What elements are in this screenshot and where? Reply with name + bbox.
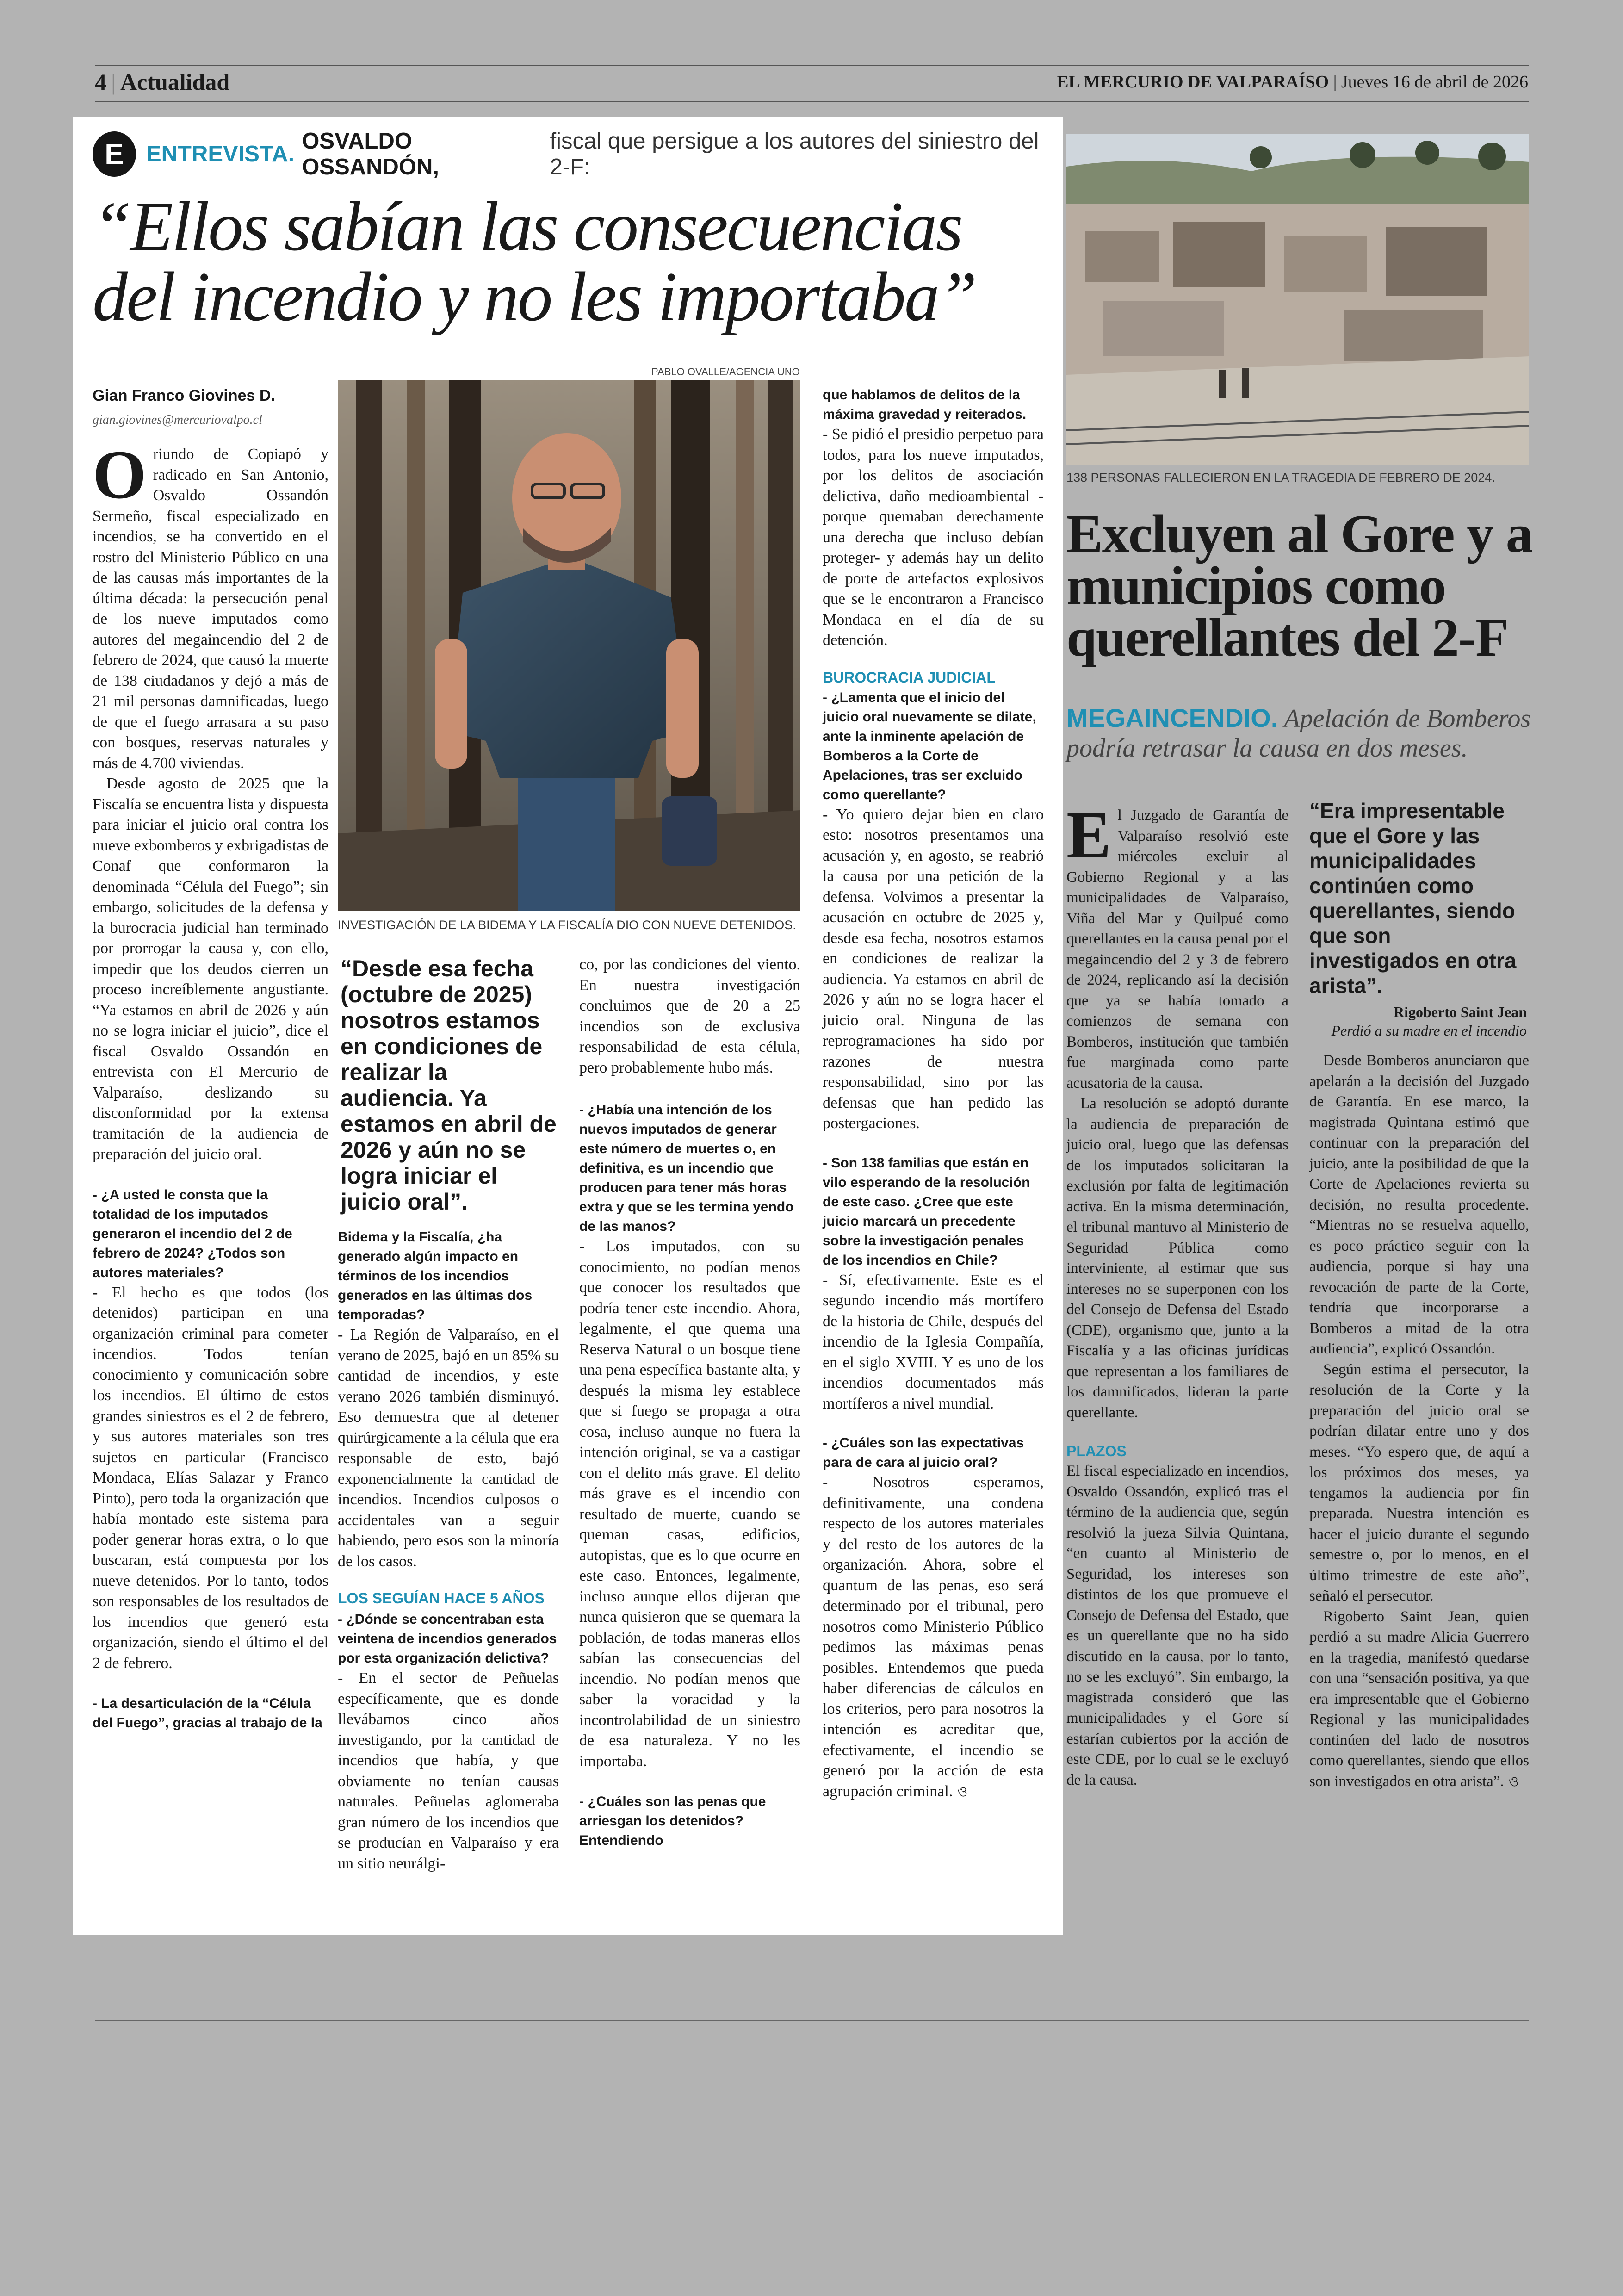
dropcap-letter: O [93, 436, 147, 513]
header-rule-top [95, 65, 1529, 66]
issue-date: Jueves 16 de abril de 2026 [1341, 72, 1528, 92]
answer-8-text: - Nosotros esperamos, definitivamente, una condena respecto de los autores materiales y del resto de los autores de la organización. Ahora, sobre el quantum de las penas, eso será determinado por el tribunal, pero nosotros como Ministerio Público pedimos las máximas penas posibles. Entendemos que pueda haber diferencias de cálculos en los criterios, pero para nosotros la intención es acreditar que, efectivamente, el incendio se generó por la acción de esta agrupación criminal. [823, 1474, 1044, 1800]
side-paragraph-3: El fiscal especializado en incendios, Osvaldo Ossandón, explicó tras el término de la audiencia que, según resolvió la jueza Silvia Quintana, “en cuanto al Ministerio de Seguridad, los intereses son distintos de los que promueve el Consejo de Defensa del Estado, que es un querellante que no ha sido discutido en la causa, por lo tanto, no se les excluyó”. Sin embargo, la magistrada consideró que las municipalidades y el Gore sí estarían cubiertos por la acción de este CDE, por lo cual se le excluyó de la causa. [1066, 1463, 1288, 1788]
article-kicker [93, 129, 1063, 180]
intro-text: riundo de Copiapó y radicado en San Antonio, Osvaldo Ossandón Sermeño, fiscal especializado en incendios, se ha convertido en el rostro del Ministerio Público en una de las causas más importantes de la última década: la persecución penal de los nueve imputados como autores del megaincendio del 2 de febrero de 2024, que causó la muerte de 138 ciudadanos y dejó a más de 21 mil personas damnificadas, luego de que el fuego arrasara a su paso con bosques, reservas naturales y más de 4.700 viviendas. [93, 446, 328, 772]
question-4: - ¿Había una intención de los nuevos imputados de generar este número de muertes o, en definitiva, es un incendio que producen para tener más horas extra y que se les termina yendo de las manos? [579, 1102, 794, 1234]
question-6: - ¿Lamenta que el inicio del juicio oral nuevamente se dilate, ante la inminente apelación de Bomberos a la Corte de Apelaciones, tras ser excluido como querellante? [823, 689, 1036, 802]
page-header-left [95, 68, 229, 95]
photo-credit: PABLO OVALLE/AGENCIA UNO [651, 366, 800, 378]
page-number: 4 [95, 69, 106, 95]
newspaper-name: EL MERCURIO DE VALPARAÍSO [1057, 72, 1329, 92]
answer-2: - La Región de Valparaíso, en el verano de 2025, bajó en un 85% su cantidad de incendios, y este verano 2026 también disminuyó. Eso demuestra que al detener quirúrgicamente a la célula que era responsable de esto, bajó exponencialmente la cantidad de incendios. Incendios culposos o accidentales van a seguir habiendo, pero esos son la minoría de los casos. [338, 1326, 559, 1570]
answer-6: - Yo quiero dejar bien en claro esto: nosotros presentamos una acusación y, en agosto, se reabrió la causa por una petición de la defensa. Volvimos a presentar la acusación en octubre de 2025 y, desde esa fecha, nosotros estamos en condiciones de realizar la audiencia. Ya estamos en abril de 2026 y aún no se logra hacer el juicio oral. Ninguna de las reprogramaciones ha sido por razones de nuestra responsabilidad, sino por las defensas que han pedido las postergaciones. [823, 806, 1044, 1132]
answer-7: - Sí, efectivamente. Este es el segundo incendio más mortífero de la historia de Chile, después del incendio de la Iglesia Compañía, en el siglo XVIII. Y es uno de los incendios documentados más mortíferos a nivel mundial. [823, 1271, 1044, 1412]
subhead-seguian: LOS SEGUÍAN HACE 5 AÑOS [338, 1590, 545, 1607]
page-header-right [1057, 72, 1528, 92]
author-name: Gian Franco Giovines D. [93, 387, 275, 404]
side-pull-quote [1309, 798, 1527, 1040]
answer-4: - Los imputados, con su conocimiento, no podían menos que conocer los resultados que podría tener este incendio. Ahora, legalmente, el que quema una Reserva Natural o un bosque tiene una pena específica bastante alta, y después la misma ley establece que si fuego se propaga a otra cosa, incluso aunque no fuera la intención original, se va a castigar con el delito más grave. El delito más grave es el incendio con resultado de muerte, cuando se queman casas, edificios, autopistas, que es lo que ocurre en este caso. Entonces, legalmente, incluso aunque ellos dijeran que nunca quisieron que se quemara la población, de todas maneras ellos sabían las consecuencias del incendio. No podían menos que saber la voracidad y la incontrolabilidad de un siniestro de esa naturaleza. Y no les importaba. [579, 1238, 800, 1770]
question-5-start: - ¿Cuáles son las penas que arriesgan los detenidos? Entendiendo [579, 1794, 766, 1848]
side-column-2 [1309, 1050, 1529, 1792]
pull-quote: “Desde esa fecha (octubre de 2025) nosotros estamos en condiciones de realizar la audiencia. Ya estamos en abril de 2026 y aún no se logra iniciar el juicio oral”. [341, 956, 557, 1215]
question-8: - ¿Cuáles son las expectativas para de cara al juicio oral? [823, 1435, 1024, 1470]
subhead-plazos: PLAZOS [1066, 1443, 1127, 1459]
main-article-panel [73, 117, 1063, 1935]
intro-paragraph [93, 436, 328, 774]
header-separator-2: | [1329, 72, 1341, 92]
kicker-text: fiscal que persigue a los autores del siniestro del 2-F: [550, 129, 1039, 180]
column-1 [93, 385, 328, 1733]
kicker-label: ENTREVISTA. [146, 142, 295, 167]
side-paragraph-6 [1309, 1607, 1529, 1793]
side-headline: Excluyen al Gore y a municipios como querellantes del 2-F [1066, 503, 1532, 668]
side-paragraph-2: La resolución se adoptó durante la audiencia de preparación de juicio oral, luego que las defensas de los imputados solicitaran la exclusión por falta de legitimación activa. En la misma determinación, el tribunal mantuvo al Ministerio de Seguridad Pública como interviniente, al estimar que sus intereses no se superponen con los del Consejo de Defensa del Estado (CDE), organismo que, junto a la Fiscalía y a las oficinas jurídicas que representan a los familiares de los damnificados, lideran la parte querellante. [1066, 1095, 1288, 1421]
question-7: - Son 138 familias que están en vilo esperando de la resolución de este caso. ¿Cree que este juicio marcará un precedente sobre la investigación penales de los incendios en Chile? [823, 1155, 1030, 1268]
side-pull-quote-text: “Era impresentable que el Gore y las municipalidades continúen como querellantes, siendo que son investigados en otra arista”. [1309, 799, 1517, 998]
side-pull-quote-author: Rigoberto Saint Jean [1394, 1004, 1527, 1020]
side-column-1 [1066, 798, 1288, 1790]
section-name: Actualidad [120, 69, 230, 95]
article-end-icon: ও [957, 1784, 968, 1800]
subhead-burocracia: BUROCRACIA JUDICIAL [823, 669, 996, 686]
kicker-name: OSVALDO OSSANDÓN, [302, 129, 440, 180]
question-2-start: - La desarticulación de la “Célula del Fuego”, gracias al trabajo de la [93, 1696, 322, 1731]
question-5-cont: que hablamos de delitos de la máxima gravedad y reiterados. [823, 387, 1027, 422]
column-3 [579, 955, 800, 1850]
answer-1: - El hecho es que todos (los detenidos) participan en una organización criminal para cometer incendios. Todos tenían conocimiento y comunicación sobre los incendios. El último de estos grandes siniestros es el 2 de febrero, y sus autores materiales son tres sujetos en particular (Francisco Mondaca, Elías Salazar y Franco Pinto), pero toda la organización que había montado este sistema para poder generar horas extra, o lo que buscaran, está compuesta por los nueve detenidos. Por lo tanto, todos son responsables de los resultados de los incendios que generó esta organización, siendo el último el del 2 de febrero. [93, 1284, 328, 1672]
answer-3-cont: co, por las condiciones del viento. En nuestra investigación concluimos que de 20 a 25 incendios son de exclusiva responsabilidad de esta célula, pero probablemente hubo más. [579, 956, 800, 1076]
answer-5: - Se pidió el presidio perpetuo para todos, para los nueve imputados, por los delitos de asociación delictiva, daño medioambiental -porque quemaban derechamente una derecha que incluso debían proteger- y además hay un delito de porte de artefactos explosivos que se le encontraron a Francisco Mondaca en el día de su detención. [823, 426, 1044, 649]
fiscal-portrait-photo [338, 380, 800, 911]
deck-label: MEGAINCENDIO. [1066, 703, 1278, 732]
paragraph-2: Desde agosto de 2025 que la Fiscalía se encuentra lista y dispuesta para iniciar el juicio oral contra los nueve exbomberos y exbrigadistas de Conaf que conformaron la denominada “Célula del Fuego”; sin embargo, solicitudes de la defensa y la burocracia judicial han terminado por prorrogar la causa y, con ello, impedir que los deudos cierren un proceso increíblemente angustiante. “Ya estamos en abril de 2026 y aún no se logra iniciar el juicio”, dice el fiscal Osvaldo Ossandón en entrevista con El Mercurio de Valparaíso, deslizando su disconformidad por la extensa tramitación de la audiencia de preparación del juicio oral. [93, 775, 328, 1163]
column-4 [823, 385, 1044, 1802]
footer-rule [95, 2020, 1529, 2021]
author-email: gian.giovines@mercuriovalpo.cl [93, 412, 262, 427]
header-rule-bottom [95, 101, 1529, 102]
question-2-cont: Bidema y la Fiscalía, ¿ha generado algún impacto en términos de los incendios generados en las últimas dos temporadas? [338, 1229, 533, 1322]
side-intro [1066, 798, 1288, 1093]
side-paragraph-4: Desde Bomberos anunciaron que apelarán a la decisión del Juzgado de Garantía. En ese marco, la magistrada Quintana estimó que continuar con la preparación del juicio, ante la posibilidad de que la Corte de Apelaciones revierta su decisión, no resulta procedente. “Mientras no se resuelva aquello, es poco práctico seguir con la audiencia, porque si hay una revocación de parte de la Corte, tendría que incorporarse a Bomberos a mitad de la otra audiencia”, explicó Ossandón. [1309, 1052, 1529, 1357]
question-1: - ¿A usted le consta que la totalidad de los imputados generaron el incendio del 2 de febrero de 2024? ¿Todos son autores materiales? [93, 1187, 292, 1280]
deck-text: Apelación de Bomberos podría retrasar la causa en dos meses. [1066, 704, 1531, 763]
side-intro-text: l Juzgado de Garantía de Valparaíso resolvió este miércoles excluir al Gobierno Regional y a las municipalidades de Valparaíso, Viña del Mar y Quilpué como querellantes en la causa penal por el megaincendio del 2 y 3 de febrero de 2024, replicando así la decisión que ya se había tomado a comienzos de semana con Bomberos, institución que también fue marginada como parte acusatoria de la causa. [1066, 807, 1288, 1092]
photo-caption: INVESTIGACIÓN DE LA BIDEMA Y LA FISCALÍA DIO CON NUEVE DETENIDOS. [338, 918, 796, 932]
side-photo-caption: 138 PERSONAS FALLECIERON EN LA TRAGEDIA DE FEBRERO DE 2024. [1066, 471, 1495, 484]
question-3: - ¿Dónde se concentraban esta veintena de incendios generados por esta organización delictiva? [338, 1612, 557, 1666]
side-paragraph-5: Según estima el persecutor, la resolución de la Corte y la preparación del juicio oral se podrían dilatar entre uno y dos meses. “Yo espero que, de aquí a los próximos dos meses, ya tengamos la audiencia por fin preparada. Nuestra intención es hacer el juicio durante el segundo semestre o, por lo menos, en el último trimestre de este año”, señaló el persecutor. [1309, 1361, 1529, 1604]
side-dropcap: E [1066, 798, 1111, 872]
side-deck [1066, 703, 1534, 763]
side-pull-quote-role: Perdió a su madre en el incendio [1331, 1022, 1527, 1039]
header-separator: | [111, 69, 116, 95]
interview-badge: E [93, 131, 136, 177]
column-2 [338, 1228, 559, 1874]
burned-houses-photo [1066, 134, 1529, 465]
main-headline: “Ellos sabían las consecuencias del incendio y no les importaba” [93, 187, 976, 335]
side-end-icon: ও [1508, 1774, 1519, 1789]
answer-8 [823, 1472, 1044, 1802]
side-paragraph-6-text: Rigoberto Saint Jean, quien perdió a su madre Alicia Guerrero en la tragedia, manifestó quedarse con una “sensación positiva, ya que era impresentable que el Gobierno Regional y las municipalidades continúen del lado de nosotros como querellantes, siendo que ellos son investigados en otra arista”. [1309, 1608, 1529, 1790]
answer-3: - En el sector de Peñuelas específicamente, que es donde llevábamos cinco años investigando, por la cantidad de incendios que había, y que obviamente no tenían causas naturales. Peñuelas aglomeraba gran número de los incendios que se producían en Valparaíso y era un sitio neurálgi- [338, 1669, 559, 1872]
